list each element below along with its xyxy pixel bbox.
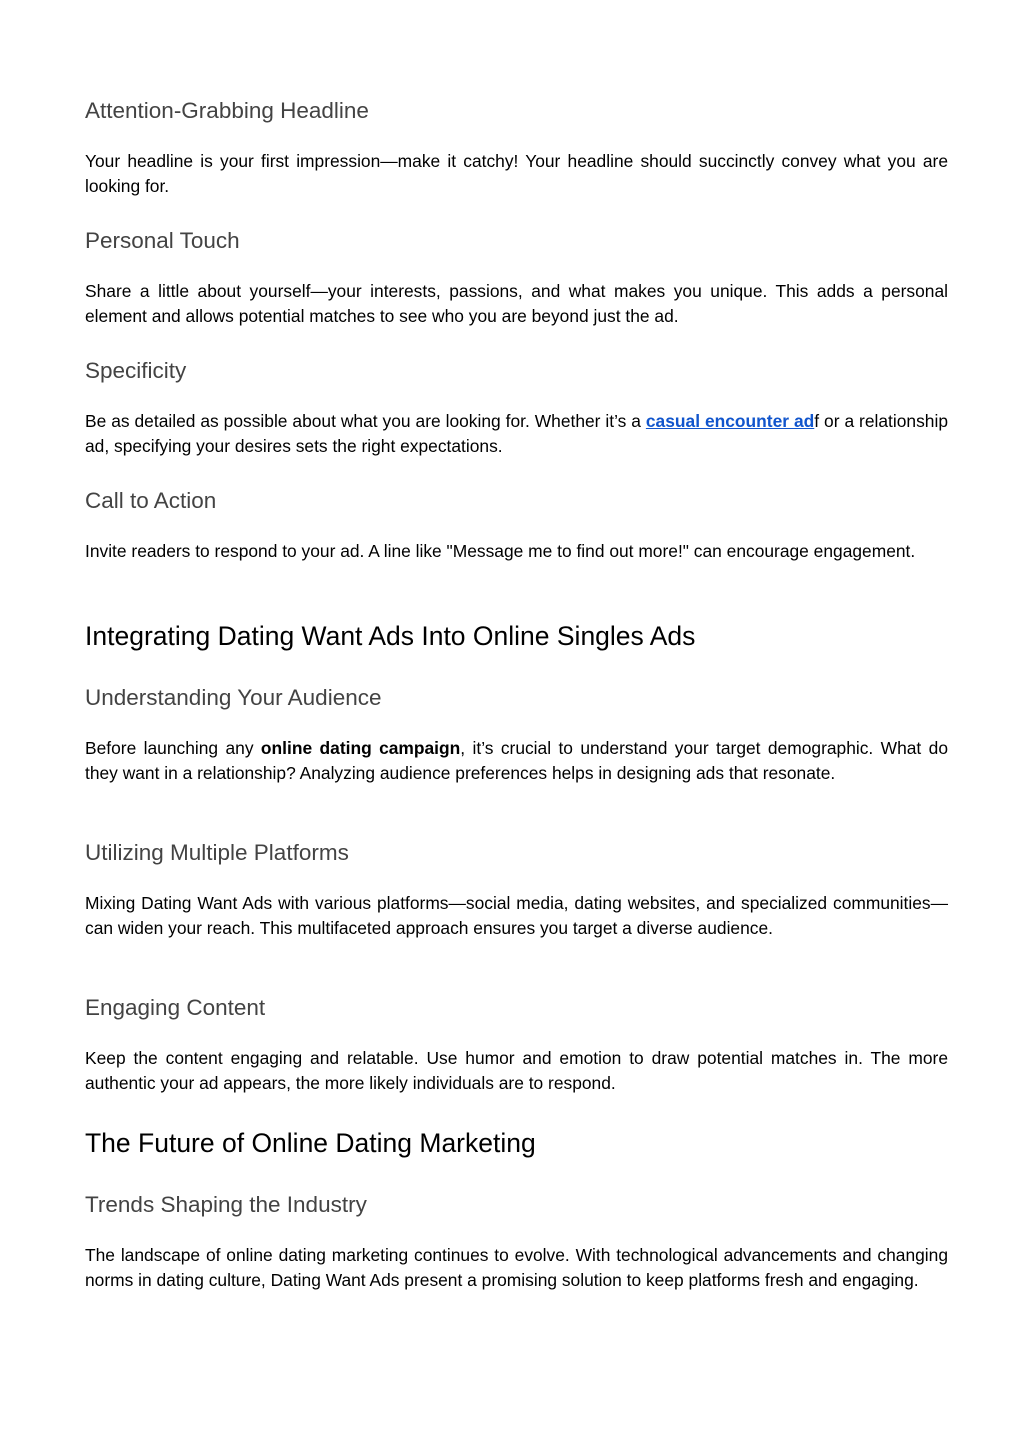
heading-utilizing-multiple-platforms: Utilizing Multiple Platforms	[85, 840, 349, 865]
paragraph-specificity	[85, 409, 948, 459]
paragraph-personal-touch: Share a little about yourself—your interests, passions, and what makes you unique. This adds a personal element and allows potential matches to see who you are beyond just the ad.	[85, 281, 948, 326]
heading-personal-touch: Personal Touch	[85, 228, 240, 253]
paragraph-trends: The landscape of online dating marketing continues to evolve. With technological advancements and changing norms in dating culture, Dating Want Ads present a promising solution to keep platforms fresh and engaging.	[85, 1245, 948, 1290]
casual-encounter-ad-link[interactable]: casual encounter ad	[645, 411, 815, 431]
paragraph-specificity-text-end: f or a relationship ad, specifying your desires sets the right expectations.	[85, 411, 948, 456]
heading-call-to-action: Call to Action	[85, 488, 217, 513]
heading-integrating-dating-want-ads: Integrating Dating Want Ads Into Online Singles Ads	[85, 621, 696, 651]
paragraph-specificity-text-start: Be as detailed as possible about what you are looking for. Whether it’s a	[85, 411, 646, 431]
paragraph-audience-text-start: Before launching any	[85, 738, 261, 758]
paragraph-audience-text-end: , it’s crucial to understand your target demographic. What do they want in a relationship? Analyzing audience preferences helps in designing ads that resonate.	[85, 738, 948, 783]
paragraph-engaging-content: Keep the content engaging and relatable. Use humor and emotion to draw potential matches in. The more authentic your ad appears, the more likely individuals are to respond.	[85, 1048, 948, 1093]
online-dating-campaign-bold: online dating campaign	[260, 738, 461, 758]
heading-trends-shaping-the-industry: Trends Shaping the Industry	[85, 1192, 367, 1217]
paragraph-multiple-platforms: Mixing Dating Want Ads with various platforms—social media, dating websites, and specialized communities—can widen your reach. This multifaceted approach ensures you target a diverse audience.	[85, 893, 948, 938]
heading-specificity: Specificity	[85, 358, 187, 383]
paragraph-understanding-audience	[85, 736, 948, 786]
heading-future-of-online-dating-marketing: The Future of Online Dating Marketing	[85, 1128, 536, 1158]
heading-engaging-content: Engaging Content	[85, 995, 266, 1020]
heading-understanding-your-audience: Understanding Your Audience	[85, 685, 382, 710]
heading-attention-grabbing-headline: Attention-Grabbing Headline	[85, 98, 369, 123]
paragraph-call-to-action: Invite readers to respond to your ad. A line like "Message me to find out more!" can encourage engagement.	[85, 541, 916, 561]
paragraph-headline: Your headline is your first impression—make it catchy! Your headline should succinctly convey what you are looking for.	[85, 151, 948, 196]
